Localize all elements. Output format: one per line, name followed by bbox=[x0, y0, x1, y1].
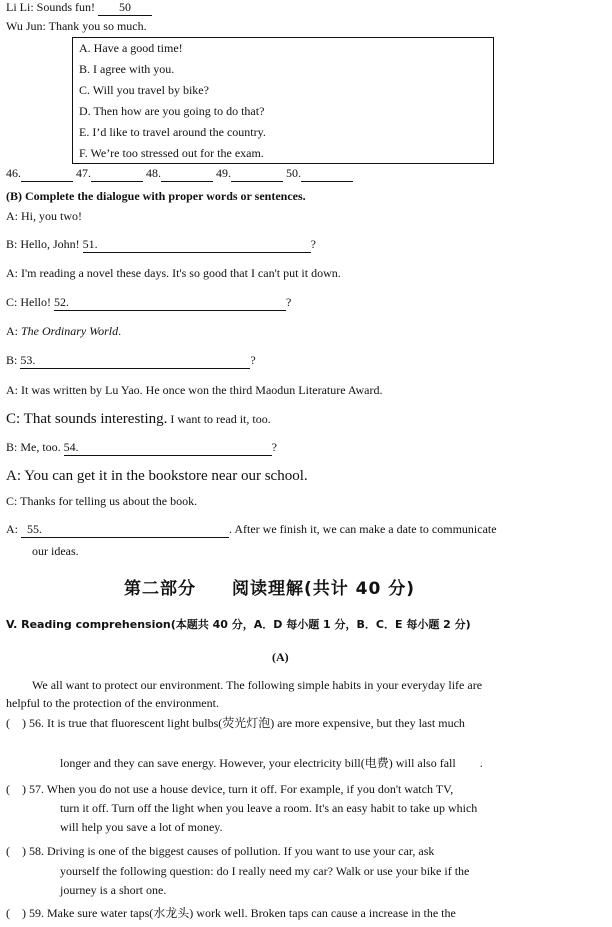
question-57-line-2: turn it off. Turn off the light when you leave a room. It's an easy habit to take up which bbox=[60, 801, 478, 815]
blank-label: 46. bbox=[6, 166, 21, 180]
dialogue-continuation: our ideas. bbox=[32, 544, 79, 558]
blank-number: 55. bbox=[27, 522, 42, 536]
question-57-line-3: will help you save a lot of money. bbox=[60, 820, 223, 834]
fill-blank-51 bbox=[83, 237, 311, 253]
dialogue-line-53 bbox=[6, 353, 256, 369]
blank-label: 47. bbox=[76, 166, 91, 180]
line-prefix: B: Hello, John! bbox=[6, 237, 80, 251]
section-b-heading: (B) Complete the dialogue with proper words or sentences. bbox=[6, 189, 306, 203]
line-suffix: . bbox=[118, 324, 122, 338]
dialogue-line-51 bbox=[6, 237, 316, 253]
answer-blank-50 bbox=[301, 166, 353, 182]
line-suffix: ? bbox=[286, 295, 292, 309]
dialogue-line: A: I'm reading a novel these days. It's so good that I can't put it down. bbox=[6, 266, 341, 280]
blank-number: 51. bbox=[82, 237, 98, 251]
line-prefix: A: bbox=[6, 522, 18, 536]
answer-blank-48 bbox=[161, 166, 213, 182]
speaker-text: Li Li: Sounds fun! bbox=[6, 0, 95, 14]
passage-intro-line-2: helpful to the protection of the environment. bbox=[6, 696, 219, 710]
question-58-line-3: journey is a short one. bbox=[60, 883, 167, 897]
option-b: B. I agree with you. bbox=[79, 62, 175, 76]
fill-blank-53 bbox=[20, 353, 250, 369]
blank-number: 54. bbox=[63, 440, 79, 454]
question-59-line-1: ( ) 59. Make sure water taps(水龙头) work well. Broken taps can cause a increase in the the bbox=[6, 906, 456, 920]
answer-blanks-row bbox=[6, 166, 353, 182]
book-title: The Ordinary World bbox=[21, 324, 119, 338]
option-f: F. We’re too stressed out for the exam. bbox=[79, 146, 264, 160]
dialogue-line-52 bbox=[6, 295, 291, 311]
line-prefix: B: Me, too. bbox=[6, 440, 61, 454]
option-a: A. Have a good time! bbox=[79, 41, 183, 55]
dialogue-line bbox=[6, 410, 271, 429]
blank-number: 52. bbox=[54, 295, 69, 309]
question-58-line-1: ( ) 58. Driving is one of the biggest causes of pollution. If you want to use your car, ask bbox=[6, 844, 435, 858]
dialogue-line: A: You can get it in the bookstore near our school. bbox=[6, 468, 308, 484]
dialogue-line-title bbox=[6, 324, 121, 339]
passage-intro-line-1: We all want to protect our environment. The following simple habits in your everyday life are bbox=[32, 678, 483, 692]
line-prefix: B: bbox=[6, 353, 18, 367]
question-58-line-2: yourself the following question: do I really need my car? Walk or use your bike if the bbox=[60, 864, 470, 878]
part-title: 第二部分 阅读理解(共计 40 分) bbox=[124, 579, 416, 599]
line-suffix: ? bbox=[250, 353, 256, 367]
answer-blank-49 bbox=[231, 166, 283, 182]
section-v-heading-text: V. Reading comprehension(本题共 40 分，A．D 每小题 1 分，B．C．E 每小题 2 分) bbox=[6, 618, 471, 631]
blank-number: 53. bbox=[20, 353, 36, 367]
answer-blank-47 bbox=[91, 166, 143, 182]
dialogue-line-wu-jun: Wu Jun: Thank you so much. bbox=[6, 19, 147, 33]
answer-blank-46 bbox=[21, 166, 73, 182]
blank-label: 48. bbox=[146, 166, 161, 180]
line-prefix: C: Hello! bbox=[6, 295, 51, 309]
line-suffix: ? bbox=[271, 440, 277, 454]
option-d: D. Then how are you going to do that? bbox=[79, 104, 265, 118]
dialogue-line: A: Hi, you two! bbox=[6, 209, 82, 223]
line-large-text: C: That sounds interesting. bbox=[6, 411, 168, 427]
blank-label: 50. bbox=[286, 166, 301, 180]
question-56-line-2: longer and they can save energy. However, your electricity bill(电费) will also fall . bbox=[60, 756, 483, 770]
fill-blank-54 bbox=[64, 440, 272, 456]
line-rest: I want to read it, too. bbox=[167, 412, 271, 426]
options-box bbox=[72, 37, 494, 164]
line-suffix: . After we finish it, we can make a date to communicate bbox=[229, 522, 497, 536]
dialogue-line-55 bbox=[6, 522, 497, 538]
question-56-line-1: ( ) 56. It is true that fluorescent light bulbs(荧光灯泡) are more expensive, but they last much bbox=[6, 716, 465, 730]
dialogue-line: C: Thanks for telling us about the book. bbox=[6, 494, 198, 508]
blank-label: 49. bbox=[216, 166, 231, 180]
blank-50-answer: 50 bbox=[98, 0, 152, 16]
fill-blank-55 bbox=[21, 522, 229, 538]
dialogue-line-li-li bbox=[6, 0, 152, 16]
subsection-a: (A) bbox=[272, 650, 289, 664]
dialogue-line-54 bbox=[6, 440, 277, 456]
fill-blank-52 bbox=[54, 295, 286, 311]
line-suffix: ? bbox=[310, 237, 316, 251]
section-v-heading bbox=[6, 617, 471, 632]
line-prefix: A: bbox=[6, 324, 21, 338]
question-57-line-1: ( ) 57. When you do not use a house device, turn it off. For example, if you don't watch TV, bbox=[6, 782, 454, 796]
option-e: E. I’d like to travel around the country. bbox=[79, 125, 266, 139]
dialogue-line: A: It was written by Lu Yao. He once won the third Maodun Literature Award. bbox=[6, 383, 383, 397]
option-c: C. Will you travel by bike? bbox=[79, 83, 209, 97]
